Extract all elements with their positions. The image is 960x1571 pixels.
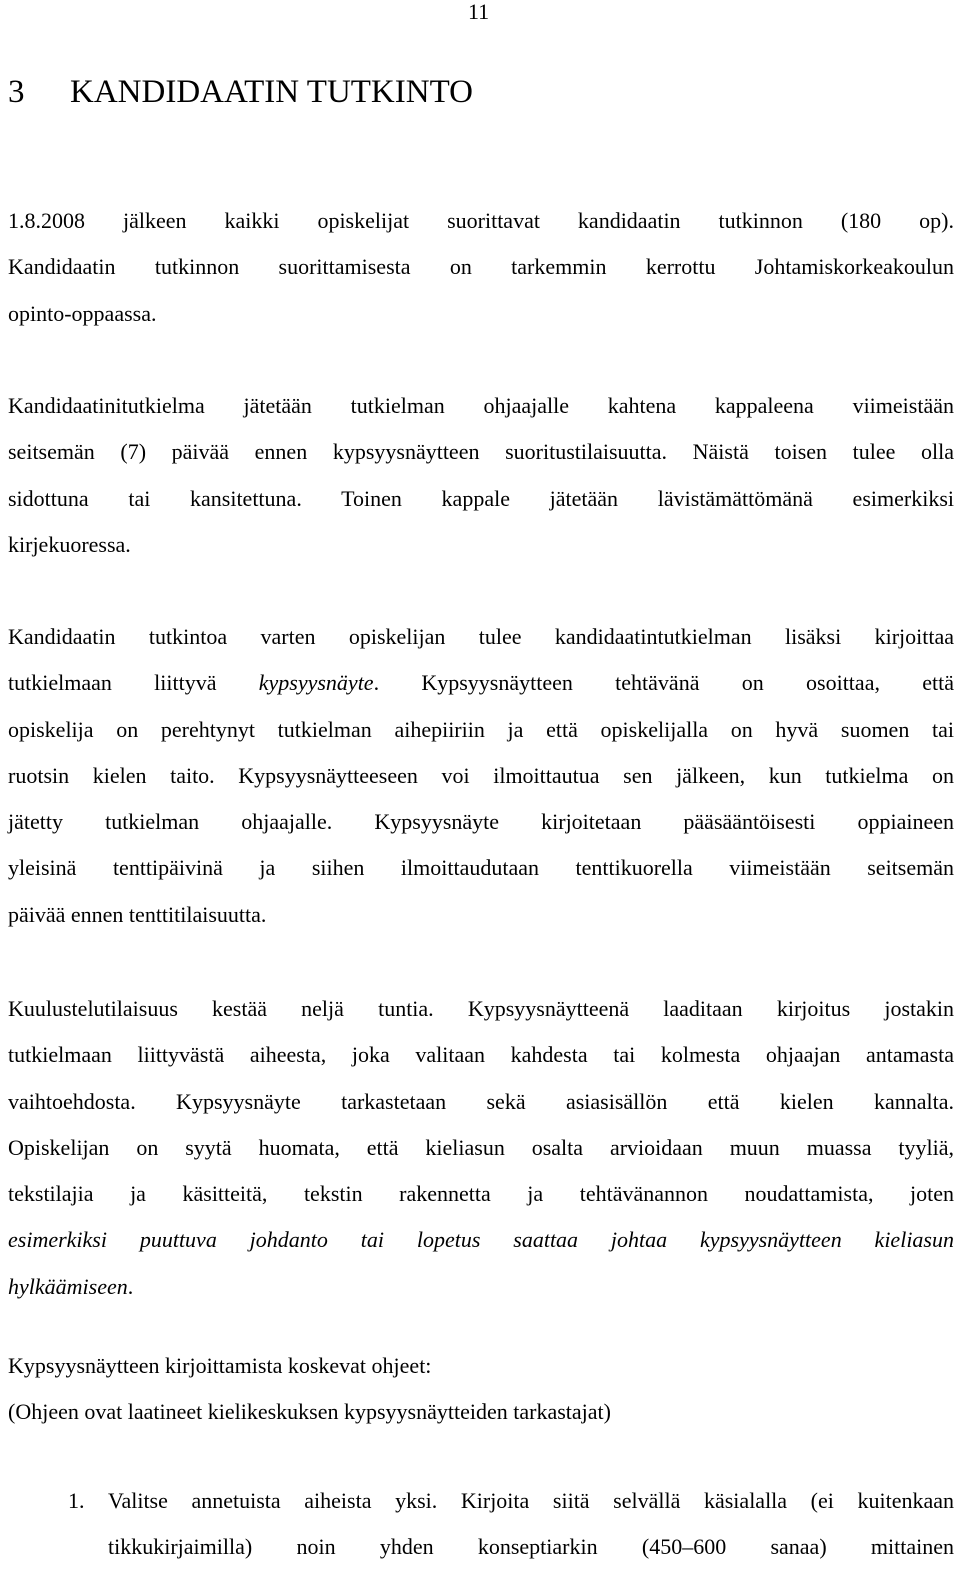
text-run: . Kypsyysnäytteen tehtävänä on osoittaa, että xyxy=(373,670,954,696)
text-line: ruotsin kielen taito. Kypsyysnäytteeseen voi ilmoittautua sen jälkeen, kun tutkielma on xyxy=(8,762,954,788)
text-line: yleisinä tenttipäivinä ja siihen ilmoittaudutaan tenttikuorella viimeistään seitsemän xyxy=(8,855,954,881)
paragraph-thesis-submission xyxy=(8,383,954,568)
text-run: tutkielmaan liittyvä xyxy=(8,670,259,696)
paragraph-exam-session xyxy=(8,986,954,1310)
instructions-note: (Ohjeen ovat laatineet kielikeskuksen kypsyysnäytteiden tarkastajat) xyxy=(8,1399,611,1424)
list-item xyxy=(68,1478,954,1571)
chapter-heading xyxy=(8,72,473,112)
text-line xyxy=(8,1264,954,1310)
chapter-title: KANDIDAATIN TUTKINTO xyxy=(70,74,473,110)
text-line: opinto-oppaassa. xyxy=(8,300,157,326)
text-line: Kandidaatin tutkintoa varten opiskelijan tulee kandidaatintutkielman lisäksi kirjoittaa xyxy=(8,624,954,649)
text-line: tekstilajia ja käsitteitä, tekstin rakennetta ja tehtävänannon noudattamista, joten xyxy=(8,1181,954,1207)
page-number: 11 xyxy=(468,0,490,24)
paragraph-maturity-test xyxy=(8,614,954,938)
list-marker: 1. xyxy=(68,1488,85,1513)
paragraph-degree-intro xyxy=(8,198,954,337)
text-line: Kandidaatin tutkinnon suorittamisesta on tarkemmin kerrottu Johtamiskorkeakoulun xyxy=(8,254,954,280)
chapter-number: 3 xyxy=(8,74,25,110)
text-line: 1.8.2008 jälkeen kaikki opiskelijat suorittavat kandidaatin tutkinnon (180 op). xyxy=(8,208,954,233)
text-line: seitsemän (7) päivää ennen kypsyysnäytteen suoritustilaisuutta. Näistä toisen tulee olla xyxy=(8,439,954,465)
text-line: tikkukirjaimilla) noin yhden konseptiarkin (450–600 sanaa) mittainen xyxy=(108,1534,954,1560)
emphasis-text: esimerkiksi puuttuva johdanto tai lopetus saattaa johtaa kypsyysnäytteen kieliasun xyxy=(8,1227,954,1253)
text-run: . xyxy=(127,1273,134,1299)
text-line: sidottuna tai kansitettuna. Toinen kappale jätetään lävistämättömänä esimerkiksi xyxy=(8,485,954,511)
text-line: Opiskelijan on syytä huomata, että kieliasun osalta arvioidaan muun muassa tyyliä, xyxy=(8,1134,954,1160)
text-line: opiskelija on perehtynyt tutkielman aihepiiriin ja että opiskelijalla on hyvä suomen tai xyxy=(8,716,954,742)
text-line: päivää ennen tenttitilaisuutta. xyxy=(8,901,267,927)
emphasis-text: hylkäämiseen xyxy=(8,1273,128,1299)
text-line: kirjekuoressa. xyxy=(8,531,131,557)
emphasis-term: kypsyysnäyte xyxy=(258,670,374,696)
text-line: jätetty tutkielman ohjaajalle. Kypsyysnäyte kirjoitetaan pääsääntöisesti oppiaineen xyxy=(8,809,954,835)
text-line: tutkielmaan liittyvästä aiheesta, joka valitaan kahdesta tai kolmesta ohjaajan antamasta xyxy=(8,1042,954,1068)
instructions-title: Kypsyysnäytteen kirjoittamista koskevat ohjeet: xyxy=(8,1353,432,1378)
text-line: Kandidaatinitutkielma jätetään tutkielman ohjaajalle kahtena kappaleena viimeistään xyxy=(8,393,954,418)
text-line xyxy=(8,1217,954,1263)
text-line xyxy=(8,660,954,706)
text-line: vaihtoehdosta. Kypsyysnäyte tarkastetaan sekä asiasisällön että kielen kannalta. xyxy=(8,1088,954,1114)
text-line: Kuulustelutilaisuus kestää neljä tuntia. Kypsyysnäytteenä laaditaan kirjoitus jostakin xyxy=(8,996,954,1021)
list-item-body xyxy=(108,1478,954,1571)
text-line: Valitse annetuista aiheista yksi. Kirjoita siitä selvällä käsialalla (ei kuitenkaan xyxy=(108,1488,954,1513)
